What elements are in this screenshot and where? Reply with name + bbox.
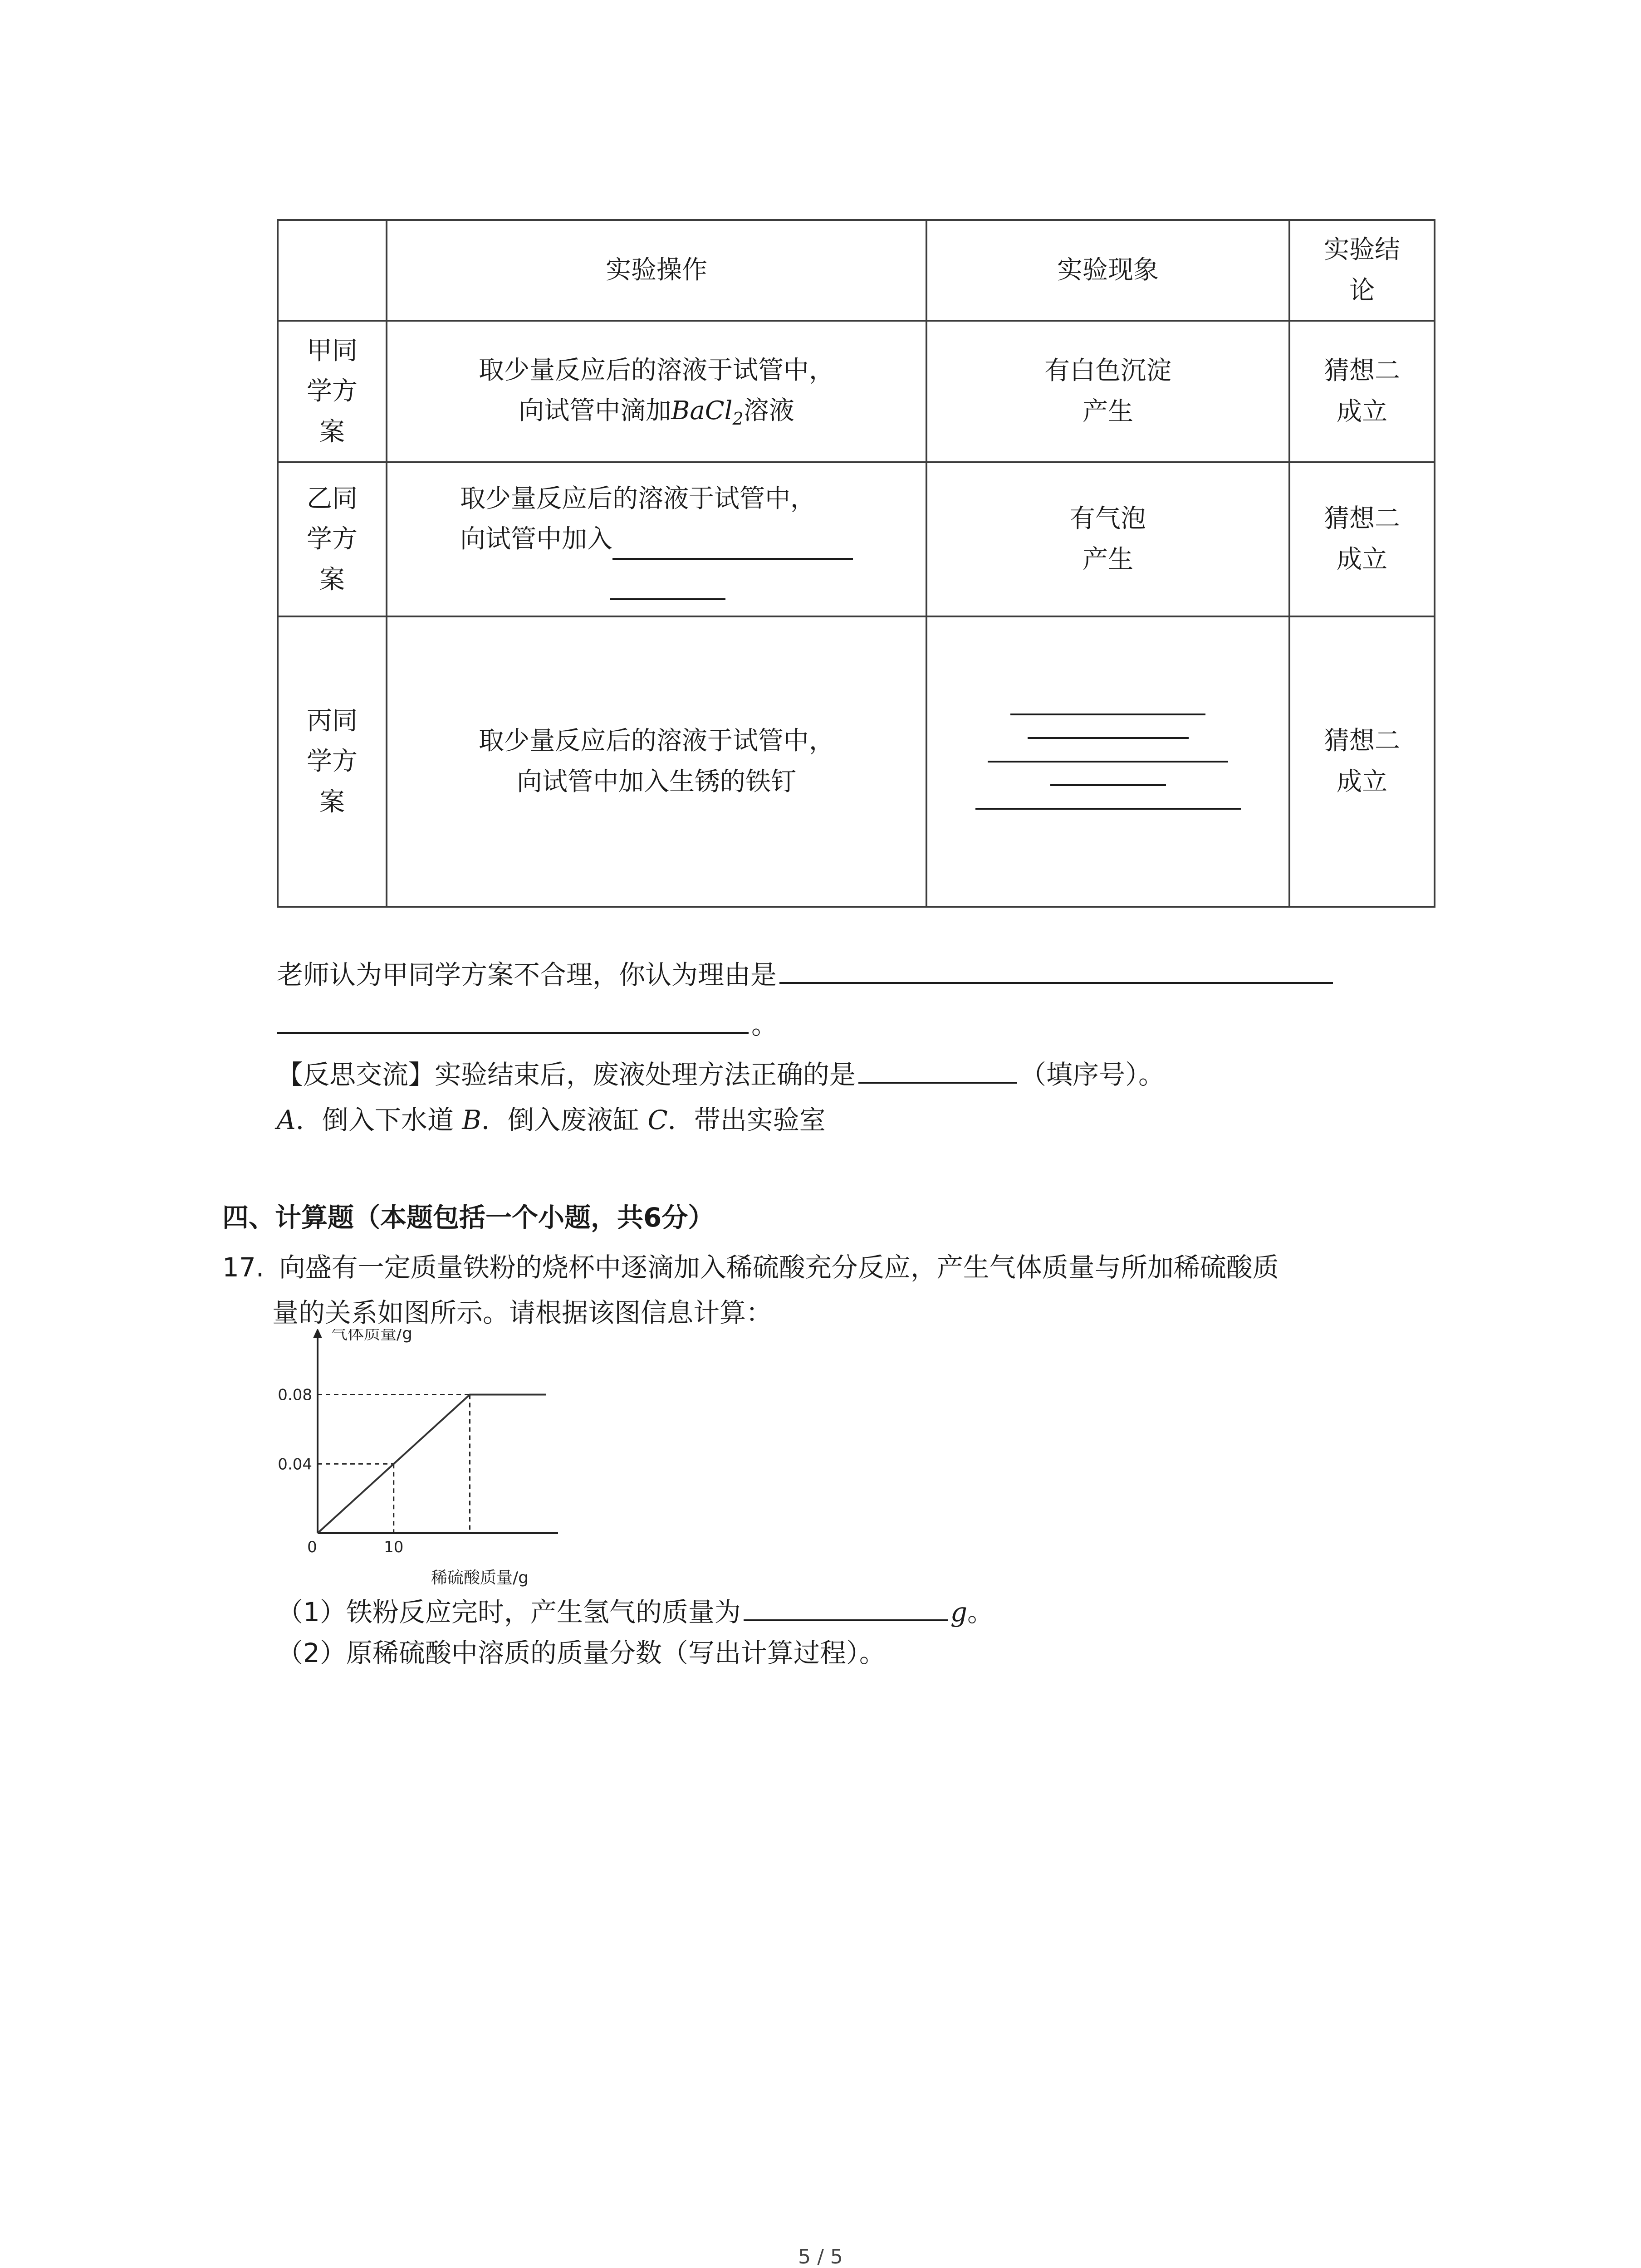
experiment-table [277,219,1435,908]
conclusion-cell-jia: 猜想二成立 [1289,321,1435,462]
answer-blank-phenomenon-5[interactable] [975,808,1241,810]
phenomenon-cell-bing [926,616,1289,907]
operation-cell-yi [387,462,926,616]
answer-blank-reason[interactable] [779,982,1333,984]
answer-blank-phenomenon-1[interactable] [1010,714,1205,715]
header-empty [278,220,387,321]
header-operation: 实验操作 [387,220,926,321]
reflection-options: A．倒入下水道 B．倒入废液缸 C．带出实验室 [277,1105,826,1135]
answer-blank-reason-cont[interactable] [277,1032,749,1034]
answer-blank-disposal[interactable] [858,1082,1017,1084]
answer-blank-reagent-cont[interactable] [610,571,725,601]
operation-line2: 向试管中滴加BaCl$_2$溶液 [519,396,794,429]
reagent-subscript: 2 [732,409,744,429]
table-row [278,462,1435,616]
reflection-question: 【反思交流】实验结束后，废液处理方法正确的是 （填序号）。 [277,1059,1165,1090]
phenomenon-cell-jia: 有白色沉淀产生 [926,321,1289,462]
header-phenomenon: 实验现象 [926,220,1289,321]
page-number: 5 / 5 [798,2245,843,2268]
operation-line1: 取少量反应后的溶液于试管中， [479,355,834,385]
operation-line2: 向试管中加入生锈的铁钉 [517,767,796,797]
question-17-sub1: （1）铁粉反应完时，产生氢气的质量为 g。 [277,1597,994,1628]
section-title: 四、计算题（本题包括一个小题，共6分） [222,1202,715,1233]
conclusion-cell-yi: 猜想二成立 [1289,462,1435,616]
y-tick-label: 0.08 [278,1386,312,1404]
operation-line1: 取少量反应后的溶液于试管中， [460,484,816,513]
origin-label: 0 [307,1538,317,1556]
x-axis-label: 稀硫酸质量/g [431,1569,529,1587]
phenomenon-cell-yi: 有气泡产生 [926,462,1289,616]
operation-line2: 向试管中加入 [460,524,612,554]
answer-blank-hydrogen-mass[interactable] [744,1619,948,1621]
question-17-line1: 17. 向盛有一定质量铁粉的烧杯中逐滴加入稀硫酸充分反应，产生气体质量与所加稀硫酸质 [222,1252,1279,1283]
question-17-sub2: （2）原稀硫酸中溶质的质量分数（写出计算过程）。 [277,1637,886,1668]
answer-blank-phenomenon-3[interactable] [988,761,1228,763]
conclusion-cell-bing: 猜想二成立 [1289,616,1435,907]
header-conclusion [1289,220,1435,321]
header-conclusion-text: 实验结论 [1324,235,1400,305]
x-tick-label: 10 [384,1538,404,1556]
table-row [278,321,1435,462]
question-number: 17. [222,1252,265,1283]
question-17-line2: 量的关系如图所示。请根据该图信息计算： [272,1297,773,1328]
row-label-yi: 乙同学方案 [278,462,387,616]
teacher-comment-cont: 。 [277,1012,778,1038]
reagent-formula: BaCl [671,396,733,426]
gas-mass-chart [272,1329,590,1592]
teacher-comment: 老师认为甲同学方案不合理，你认为理由是 [277,962,1336,988]
operation-cell-jia [387,321,926,462]
y-tick-label: 0.04 [278,1455,312,1474]
chart-svg [272,1329,590,1592]
operation-cell-bing [387,616,926,907]
table-row [278,616,1435,907]
answer-blank-phenomenon-2[interactable] [1028,737,1189,739]
answer-blank-phenomenon-4[interactable] [1050,784,1166,786]
row-label-bing: 丙同学方案 [278,616,387,907]
table-header-row [278,220,1435,321]
y-axis-arrow [313,1329,322,1338]
answer-blank-reagent[interactable] [612,530,853,560]
operation-line1: 取少量反应后的溶液于试管中， [479,726,834,756]
y-axis-label: 气体质量/g [331,1329,412,1343]
row-label-jia: 甲同学方案 [278,321,387,462]
